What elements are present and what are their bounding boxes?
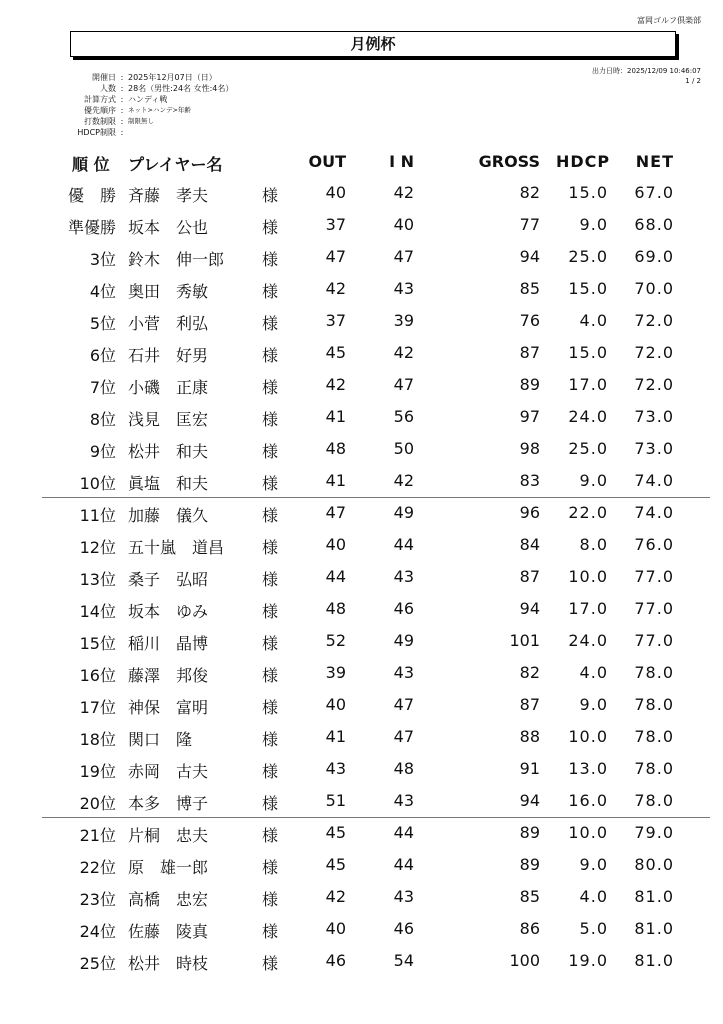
honorific: 様 (262, 730, 279, 749)
cell-hdcp: 10.0 (568, 567, 608, 586)
cell-player: 斉藤 孝夫 (128, 186, 209, 205)
info-row-stroke-limit: 打数制限 : 制限無し (28, 116, 233, 127)
cell-player: 松井 時枝 (128, 954, 209, 973)
cell-gross: 94 (519, 247, 540, 266)
honorific: 様 (262, 634, 279, 653)
cell-player: 松井 和夫 (128, 442, 209, 461)
cell-hdcp: 13.0 (568, 759, 608, 778)
cell-hdcp: 15.0 (568, 343, 608, 362)
honorific: 様 (262, 474, 279, 493)
cell-player: 眞塩 和夫 (128, 474, 209, 493)
cell-in: 43 (393, 567, 414, 586)
cell-hdcp: 9.0 (579, 471, 608, 490)
header-rank: 順 位 (72, 155, 110, 174)
cell-out: 39 (325, 663, 346, 682)
table-row (0, 241, 723, 273)
cell-hdcp: 22.0 (568, 503, 608, 522)
cell-rank: 5位 (89, 314, 116, 333)
cell-out: 42 (325, 279, 346, 298)
cell-net: 78.0 (634, 695, 674, 714)
table-row (0, 209, 723, 241)
honorific: 様 (262, 250, 279, 269)
cell-in: 47 (393, 247, 414, 266)
cell-gross: 89 (519, 375, 540, 394)
cell-player: 小菅 利弘 (128, 314, 209, 333)
cell-in: 43 (393, 279, 414, 298)
cell-net: 77.0 (634, 599, 674, 618)
cell-hdcp: 4.0 (579, 663, 608, 682)
table-row (0, 177, 723, 209)
header-in: I N (389, 152, 414, 171)
cell-gross: 89 (519, 855, 540, 874)
cell-in: 43 (393, 887, 414, 906)
cell-rank: 19位 (79, 762, 116, 781)
cell-player: 高橋 忠宏 (128, 890, 209, 909)
cell-in: 47 (393, 375, 414, 394)
table-row (0, 689, 723, 721)
cell-net: 72.0 (634, 375, 674, 394)
cell-net: 74.0 (634, 503, 674, 522)
cell-player: 小磯 正康 (128, 378, 209, 397)
cell-out: 45 (325, 823, 346, 842)
cell-rank: 優 勝 (67, 186, 116, 205)
cell-net: 80.0 (634, 855, 674, 874)
cell-in: 50 (393, 439, 414, 458)
cell-out: 44 (325, 567, 346, 586)
results-table (0, 177, 723, 977)
cell-rank: 15位 (79, 634, 116, 653)
cell-gross: 84 (519, 535, 540, 554)
honorific: 様 (262, 282, 279, 301)
cell-player: 石井 好男 (128, 346, 209, 365)
cell-net: 78.0 (634, 663, 674, 682)
print-meta (592, 66, 701, 86)
cell-gross: 85 (519, 887, 540, 906)
cell-net: 70.0 (634, 279, 674, 298)
cell-rank: 16位 (79, 666, 116, 685)
cell-in: 42 (393, 343, 414, 362)
header-hdcp: HDCP (556, 152, 611, 171)
cell-net: 69.0 (634, 247, 674, 266)
cell-rank: 21位 (79, 826, 116, 845)
honorific: 様 (262, 538, 279, 557)
cell-net: 72.0 (634, 311, 674, 330)
cell-gross: 86 (519, 919, 540, 938)
header-out: OUT (308, 152, 346, 171)
honorific: 様 (262, 826, 279, 845)
table-row (0, 881, 723, 913)
results-table-header (0, 148, 723, 176)
honorific: 様 (262, 346, 279, 365)
cell-out: 52 (325, 631, 346, 650)
cell-gross: 100 (509, 951, 540, 970)
cell-player: 赤岡 古夫 (128, 762, 209, 781)
cell-gross: 94 (519, 791, 540, 810)
cell-gross: 97 (519, 407, 540, 426)
cell-in: 46 (393, 599, 414, 618)
cell-net: 77.0 (634, 567, 674, 586)
info-row-hdcp-limit: HDCP制限 : (28, 127, 233, 138)
cell-rank: 6位 (89, 346, 116, 365)
cell-in: 56 (393, 407, 414, 426)
cell-gross: 85 (519, 279, 540, 298)
honorific: 様 (262, 442, 279, 461)
cell-rank: 7位 (89, 378, 116, 397)
table-row (0, 497, 723, 529)
header-player: プレイヤー名 (128, 155, 223, 174)
cell-hdcp: 10.0 (568, 823, 608, 842)
cell-hdcp: 25.0 (568, 247, 608, 266)
cell-rank: 3位 (89, 250, 116, 269)
info-label: 優先順序 (84, 106, 116, 115)
cell-rank: 4位 (89, 282, 116, 301)
cell-rank: 13位 (79, 570, 116, 589)
page-title: 月例杯 (70, 31, 676, 57)
printed-at: 出力日時：2025/12/09 10:46:07 (591, 67, 701, 75)
cell-net: 67.0 (634, 183, 674, 202)
honorific: 様 (262, 890, 279, 909)
cell-rank: 10位 (79, 474, 116, 493)
cell-player: 神保 富明 (128, 698, 209, 717)
cell-hdcp: 9.0 (579, 855, 608, 874)
table-row (0, 273, 723, 305)
header-gross: GROSS (478, 152, 540, 171)
cell-in: 46 (393, 919, 414, 938)
cell-hdcp: 17.0 (568, 375, 608, 394)
table-row (0, 657, 723, 689)
cell-in: 48 (393, 759, 414, 778)
cell-rank: 12位 (79, 538, 116, 557)
cell-hdcp: 24.0 (568, 407, 608, 426)
cell-net: 72.0 (634, 343, 674, 362)
cell-player: 坂本 公也 (128, 218, 209, 237)
cell-out: 40 (325, 535, 346, 554)
cell-out: 42 (325, 375, 346, 394)
table-row (0, 849, 723, 881)
cell-player: 本多 博子 (128, 794, 209, 813)
cell-out: 47 (325, 503, 346, 522)
cell-out: 45 (325, 855, 346, 874)
cell-player: 奥田 秀敏 (128, 282, 209, 301)
cell-hdcp: 16.0 (568, 791, 608, 810)
cell-hdcp: 5.0 (579, 919, 608, 938)
cell-player: 関口 隆 (128, 730, 193, 749)
cell-player: 桑子 弘昭 (128, 570, 209, 589)
cell-in: 42 (393, 183, 414, 202)
cell-hdcp: 15.0 (568, 279, 608, 298)
table-row (0, 721, 723, 753)
cell-rank: 11位 (79, 506, 116, 525)
cell-player: 加藤 儀久 (128, 506, 209, 525)
cell-net: 73.0 (634, 407, 674, 426)
honorific: 様 (262, 570, 279, 589)
cell-player: 稲川 晶博 (128, 634, 209, 653)
table-row (0, 625, 723, 657)
cell-rank: 23位 (79, 890, 116, 909)
honorific: 様 (262, 602, 279, 621)
cell-net: 78.0 (634, 791, 674, 810)
info-row-date: 開催日 : 2025年12月07日（日） (28, 72, 233, 83)
cell-hdcp: 4.0 (579, 887, 608, 906)
cell-net: 81.0 (634, 919, 674, 938)
cell-net: 73.0 (634, 439, 674, 458)
page-number: 1 / 2 (685, 77, 701, 85)
cell-gross: 83 (519, 471, 540, 490)
cell-out: 48 (325, 439, 346, 458)
cell-net: 68.0 (634, 215, 674, 234)
honorific: 様 (262, 762, 279, 781)
info-value: ハンディ戦 (128, 95, 168, 104)
cell-net: 77.0 (634, 631, 674, 650)
cell-rank: 14位 (79, 602, 116, 621)
honorific: 様 (262, 858, 279, 877)
info-row-method: 計算方式 : ハンディ戦 (28, 94, 233, 105)
cell-in: 47 (393, 695, 414, 714)
cell-rank: 8位 (89, 410, 116, 429)
cell-in: 40 (393, 215, 414, 234)
cell-hdcp: 10.0 (568, 727, 608, 746)
cell-player: 佐藤 陵真 (128, 922, 209, 941)
table-row (0, 465, 723, 497)
cell-gross: 88 (519, 727, 540, 746)
cell-player: 坂本 ゆみ (128, 602, 209, 621)
cell-gross: 77 (519, 215, 540, 234)
cell-in: 54 (393, 951, 414, 970)
honorific: 様 (262, 698, 279, 717)
cell-rank: 9位 (89, 442, 116, 461)
cell-net: 76.0 (634, 535, 674, 554)
cell-out: 40 (325, 695, 346, 714)
cell-out: 46 (325, 951, 346, 970)
honorific: 様 (262, 922, 279, 941)
cell-gross: 82 (519, 183, 540, 202)
cell-rank: 24位 (79, 922, 116, 941)
info-value: ネット>ハンデ>年齢 (128, 106, 191, 114)
table-row (0, 785, 723, 817)
cell-hdcp: 4.0 (579, 311, 608, 330)
cell-out: 37 (325, 215, 346, 234)
cell-in: 43 (393, 663, 414, 682)
cell-gross: 89 (519, 823, 540, 842)
cell-rank: 18位 (79, 730, 116, 749)
cell-gross: 96 (519, 503, 540, 522)
cell-rank: 20位 (79, 794, 116, 813)
honorific: 様 (262, 186, 279, 205)
cell-out: 48 (325, 599, 346, 618)
cell-gross: 87 (519, 567, 540, 586)
table-row (0, 305, 723, 337)
cell-hdcp: 9.0 (579, 215, 608, 234)
cell-out: 41 (325, 727, 346, 746)
table-row (0, 401, 723, 433)
cell-gross: 76 (519, 311, 540, 330)
cell-out: 43 (325, 759, 346, 778)
cell-hdcp: 9.0 (579, 695, 608, 714)
honorific: 様 (262, 314, 279, 333)
cell-player: 五十嵐 道昌 (128, 538, 225, 557)
header-net: NET (635, 152, 674, 171)
cell-gross: 94 (519, 599, 540, 618)
cell-gross: 87 (519, 695, 540, 714)
info-value: 2025年12月07日（日） (128, 73, 217, 82)
cell-gross: 82 (519, 663, 540, 682)
honorific: 様 (262, 666, 279, 685)
cell-in: 43 (393, 791, 414, 810)
honorific: 様 (262, 794, 279, 813)
cell-player: 浅見 匡宏 (128, 410, 209, 429)
honorific: 様 (262, 506, 279, 525)
cell-player: 原 雄一郎 (128, 858, 209, 877)
cell-net: 81.0 (634, 951, 674, 970)
cell-in: 44 (393, 823, 414, 842)
cell-gross: 87 (519, 343, 540, 362)
info-row-priority: 優先順序 : ネット>ハンデ>年齢 (28, 105, 233, 116)
honorific: 様 (262, 410, 279, 429)
cell-net: 74.0 (634, 471, 674, 490)
table-row (0, 945, 723, 977)
competition-info (28, 72, 233, 138)
table-row (0, 369, 723, 401)
cell-player: 片桐 忠夫 (128, 826, 209, 845)
info-row-count: 人数 : 28名（男性:24名 女性:4名） (28, 83, 233, 94)
cell-net: 79.0 (634, 823, 674, 842)
info-value: 28名（男性:24名 女性:4名） (128, 84, 234, 93)
cell-in: 44 (393, 535, 414, 554)
cell-out: 45 (325, 343, 346, 362)
cell-out: 41 (325, 471, 346, 490)
cell-player: 鈴木 伸一郎 (128, 250, 225, 269)
honorific: 様 (262, 378, 279, 397)
honorific: 様 (262, 954, 279, 973)
cell-out: 47 (325, 247, 346, 266)
cell-rank: 25位 (79, 954, 116, 973)
info-label: 計算方式 (84, 95, 116, 104)
table-row (0, 433, 723, 465)
info-label: 開催日 (92, 73, 116, 82)
table-row (0, 561, 723, 593)
table-row (0, 817, 723, 849)
cell-net: 81.0 (634, 887, 674, 906)
cell-out: 41 (325, 407, 346, 426)
cell-in: 44 (393, 855, 414, 874)
info-value: 制限無し (128, 117, 154, 125)
cell-hdcp: 19.0 (568, 951, 608, 970)
cell-hdcp: 24.0 (568, 631, 608, 650)
honorific: 様 (262, 218, 279, 237)
table-row (0, 913, 723, 945)
cell-net: 78.0 (634, 727, 674, 746)
info-label: HDCP制限 (77, 128, 116, 137)
cell-in: 49 (393, 631, 414, 650)
cell-rank: 22位 (79, 858, 116, 877)
info-label: 打数制限 (84, 117, 116, 126)
cell-hdcp: 8.0 (579, 535, 608, 554)
cell-gross: 91 (519, 759, 540, 778)
cell-in: 47 (393, 727, 414, 746)
info-label: 人数 (100, 84, 116, 93)
cell-hdcp: 17.0 (568, 599, 608, 618)
table-row (0, 593, 723, 625)
cell-in: 39 (393, 311, 414, 330)
cell-out: 51 (325, 791, 346, 810)
table-row (0, 753, 723, 785)
cell-out: 40 (325, 919, 346, 938)
cell-hdcp: 25.0 (568, 439, 608, 458)
cell-gross: 101 (509, 631, 540, 650)
cell-rank: 17位 (79, 698, 116, 717)
cell-net: 78.0 (634, 759, 674, 778)
cell-rank: 準優勝 (67, 218, 116, 237)
cell-in: 49 (393, 503, 414, 522)
cell-player: 藤澤 邦俊 (128, 666, 209, 685)
cell-out: 37 (325, 311, 346, 330)
table-row (0, 337, 723, 369)
club-name: 富岡ゴルフ倶楽部 (637, 16, 701, 25)
cell-gross: 98 (519, 439, 540, 458)
cell-out: 42 (325, 887, 346, 906)
cell-hdcp: 15.0 (568, 183, 608, 202)
cell-out: 40 (325, 183, 346, 202)
table-row (0, 529, 723, 561)
cell-in: 42 (393, 471, 414, 490)
